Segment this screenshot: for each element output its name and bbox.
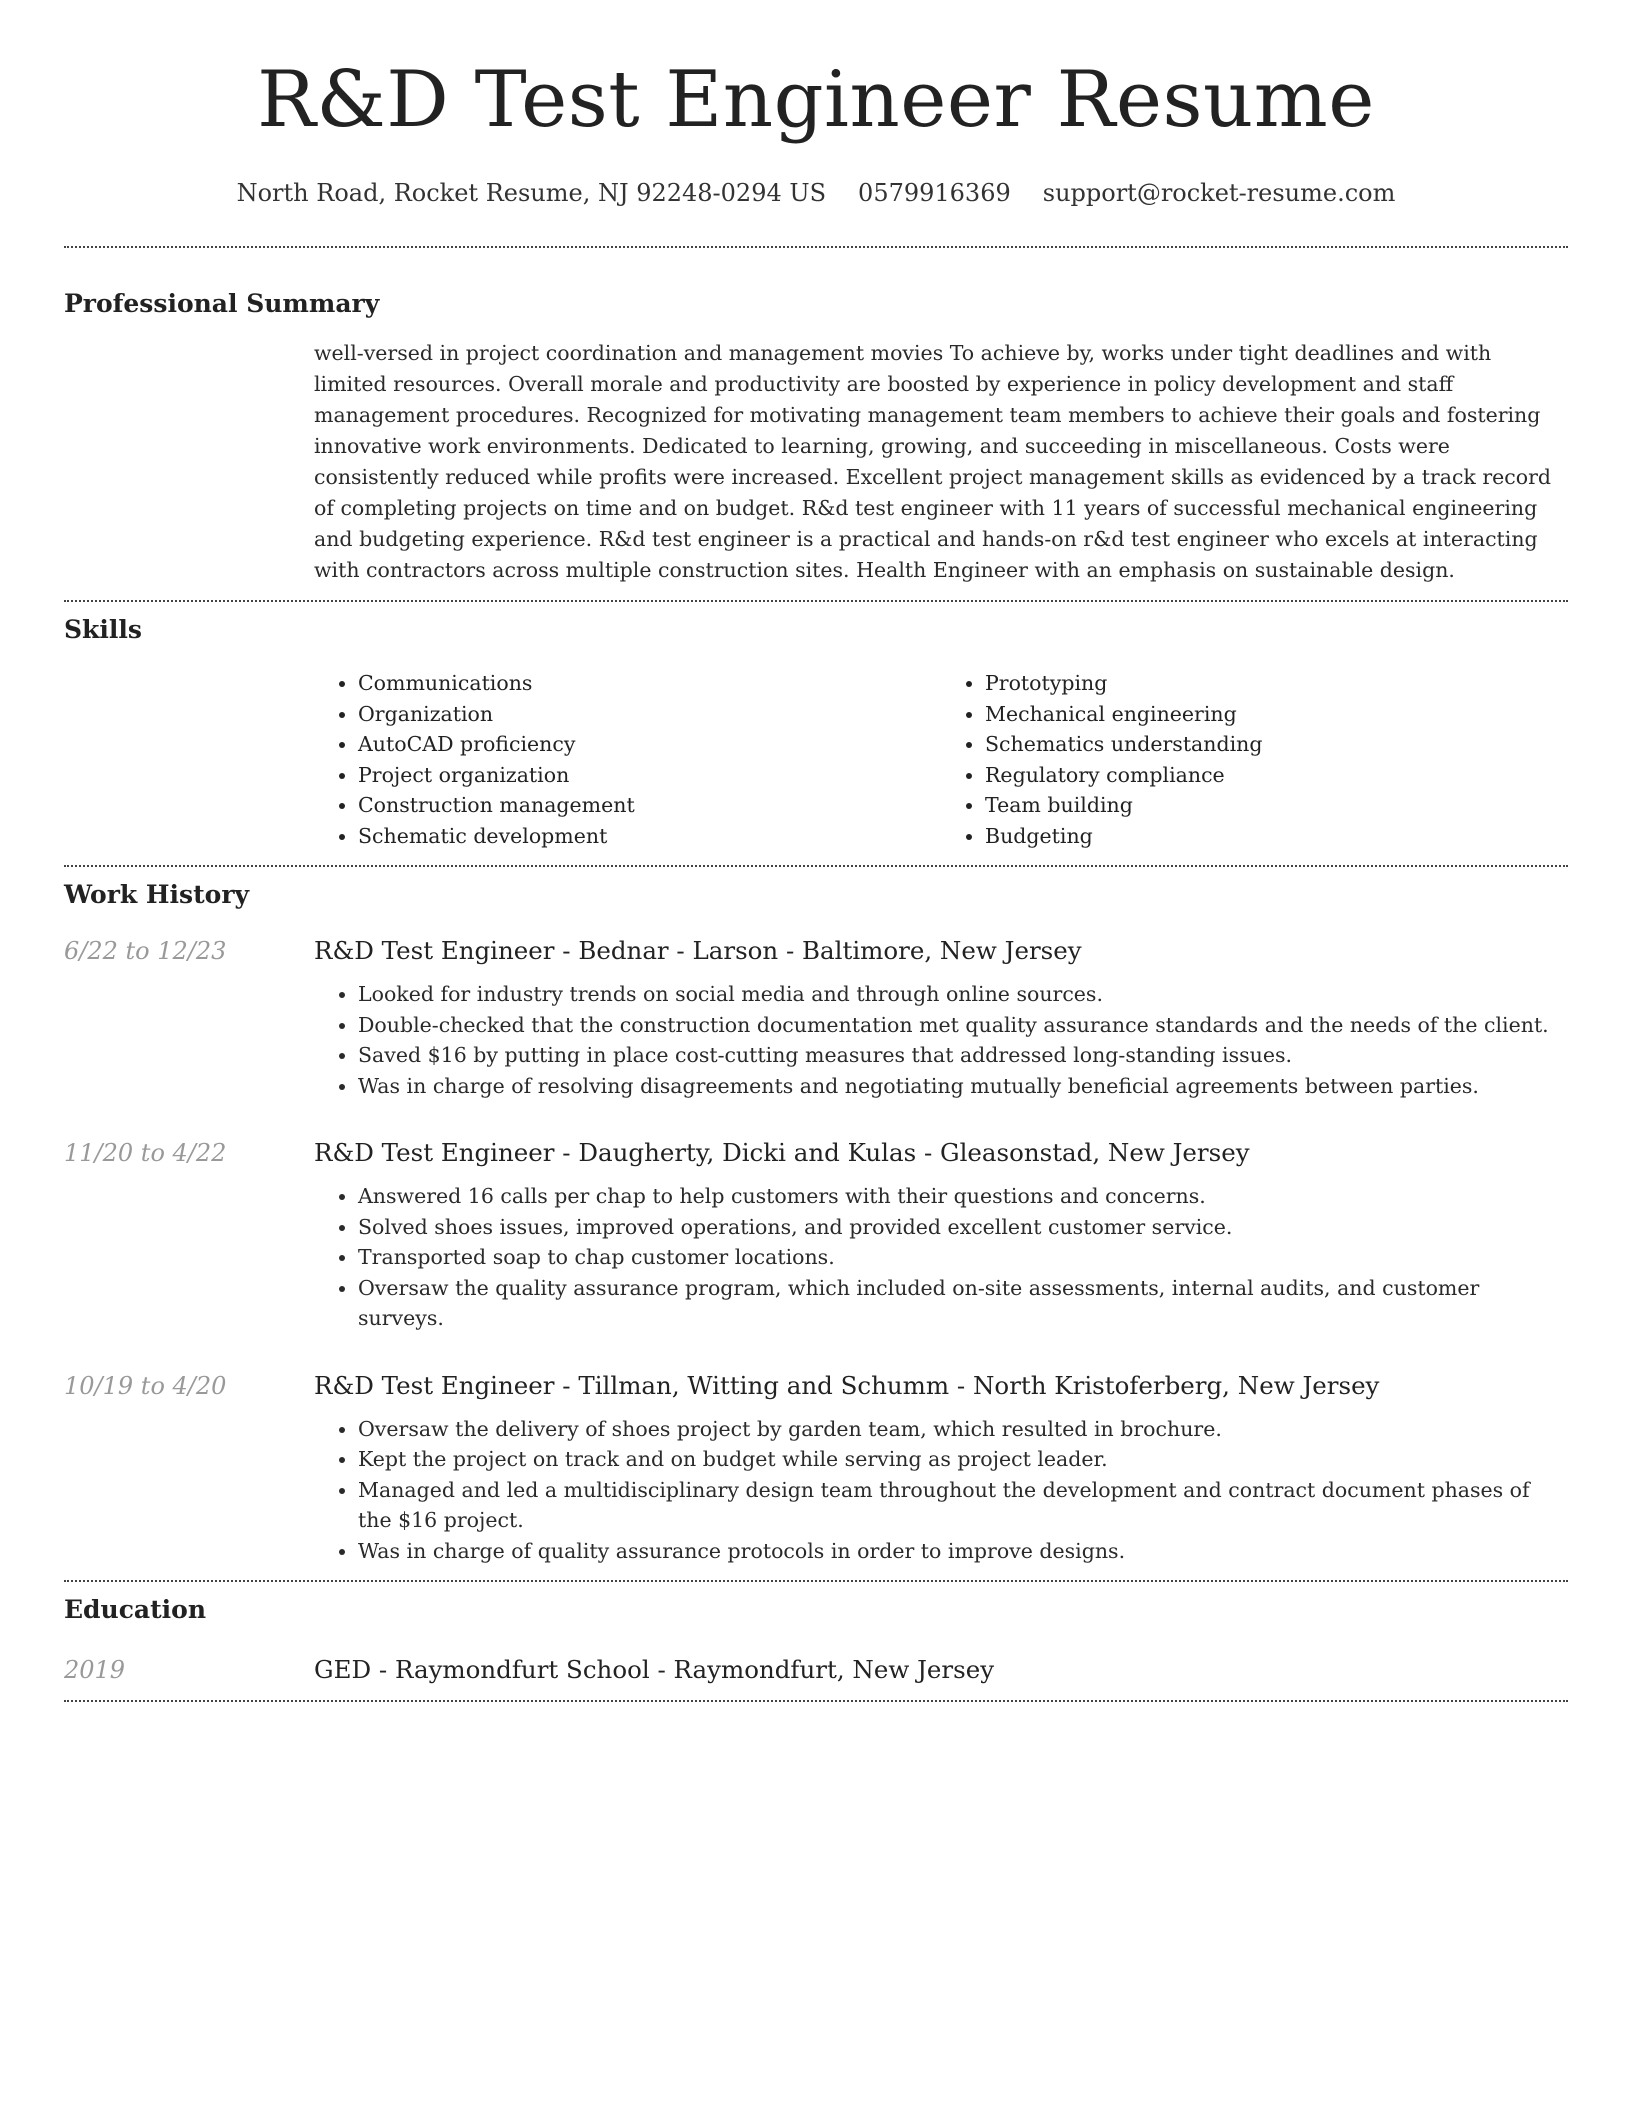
contact-address: North Road, Rocket Resume, NJ 92248-0294 US (236, 179, 827, 207)
job-bullet: • Was in charge of resolving disagreements and negotiating mutually beneficial agreements between parties. (358, 1071, 1568, 1102)
skills-list-left (314, 668, 941, 851)
job-entry (64, 935, 1568, 1101)
divider (64, 1580, 1568, 1582)
skill-item: • Communications (358, 668, 941, 699)
resume-title: R&D Test Engineer Resume (257, 55, 1375, 145)
job-bullet: • Double-checked that the construction documentation met quality assurance standards and the needs of the client. (358, 1010, 1568, 1041)
job-bullets (314, 1181, 1568, 1334)
job-dates: 10/19 to 4/20 (64, 1371, 227, 1400)
skill-item: • Prototyping (985, 668, 1568, 699)
job-bullet: • Oversaw the quality assurance program, which included on-site assessments, internal audits, and customer surveys. (358, 1273, 1568, 1334)
skills-heading: Skills (64, 615, 142, 644)
skills-list-right (941, 668, 1568, 851)
job-body (314, 1137, 1568, 1334)
education-detail: GED - Raymondfurt School - Raymondfurt, New Jersey (314, 1655, 995, 1684)
job-bullet: • Was in charge of quality assurance protocols in order to improve designs. (358, 1536, 1568, 1567)
skills-columns (314, 668, 1568, 851)
job-bullet: • Saved $16 by putting in place cost-cutting measures that addressed long-standing issues. (358, 1040, 1568, 1071)
summary-spacer (64, 320, 314, 600)
skill-item: • Regulatory compliance (985, 760, 1568, 791)
skills-row (64, 646, 1568, 865)
job-title: R&D Test Engineer - Bednar - Larson - Baltimore, New Jersey (314, 936, 1082, 965)
education-heading: Education (64, 1595, 207, 1624)
divider (64, 865, 1568, 867)
skill-item: • Construction management (358, 790, 941, 821)
skill-item: • AutoCAD proficiency (358, 729, 941, 760)
contact-email: support@rocket-resume.com (1042, 179, 1396, 207)
summary-row (64, 320, 1568, 600)
job-bullet: • Managed and led a multidisciplinary design team throughout the development and contract document phases of the $16 project. (358, 1475, 1568, 1536)
job-bullet: • Oversaw the delivery of shoes project by garden team, which resulted in brochure. (358, 1414, 1568, 1445)
contact-line (64, 178, 1568, 208)
job-entry (64, 1370, 1568, 1567)
skill-item: • Organization (358, 699, 941, 730)
job-bullet: • Solved shoes issues, improved operations, and provided excellent customer service. (358, 1212, 1568, 1243)
job-title: R&D Test Engineer - Tillman, Witting and Schumm - North Kristoferberg, New Jersey (314, 1370, 1380, 1400)
education-year: 2019 (64, 1656, 126, 1684)
job-bullet: • Kept the project on track and on budget while serving as project leader. (358, 1444, 1568, 1475)
skill-item: • Budgeting (985, 821, 1568, 852)
skill-item: • Team building (985, 790, 1568, 821)
job-title: R&D Test Engineer - Daugherty, Dicki and Kulas - Gleasonstad, New Jersey (314, 1138, 1250, 1167)
job-bullets (314, 1414, 1568, 1567)
job-body (314, 935, 1568, 1101)
job-dates: 11/20 to 4/22 (64, 1139, 227, 1167)
divider (64, 600, 1568, 602)
work-heading: Work History (64, 880, 250, 909)
job-bullet: • Answered 16 calls per chap to help customers with their questions and concerns. (358, 1181, 1568, 1212)
summary-heading: Professional Summary (64, 289, 380, 318)
skill-item: • Mechanical engineering (985, 699, 1568, 730)
job-entry (64, 1137, 1568, 1334)
summary-text: well-versed in project coordination and management movies To achieve by, works under tight deadlines and with limited resources. Overall morale and productivity are boosted by experience in policy development and staff management procedures. Recognized for motivating management team members to achieve their goals and fostering innovative work environments. Dedicated to learning, growing, and succeeding in miscellaneous. Costs were consistently reduced while profits were increased. Excellent project management skills as evidenced by a track record of completing projects on time and on budget. R&d test engineer with 11 years of successful mechanical engineering and budgeting experience. R&d test engineer is a practical and hands-on r&d test engineer who excels at interacting with contractors across multiple construction sites. Health Engineer with an emphasis on sustainable design. (314, 341, 1552, 582)
skill-item: • Project organization (358, 760, 941, 791)
contact-phone: 0579916369 (858, 179, 1011, 207)
job-bullets (314, 979, 1568, 1101)
education-entry (64, 1654, 1568, 1686)
skill-item: • Schematic development (358, 821, 941, 852)
divider (64, 1700, 1568, 1702)
job-bullet: • Transported soap to chap customer locations. (358, 1242, 1568, 1273)
skills-spacer (64, 646, 314, 865)
skill-item: • Schematics understanding (985, 729, 1568, 760)
job-body (314, 1370, 1568, 1567)
job-bullet: • Looked for industry trends on social media and through online sources. (358, 979, 1568, 1010)
divider (64, 246, 1568, 248)
job-dates: 6/22 to 12/23 (64, 937, 227, 965)
